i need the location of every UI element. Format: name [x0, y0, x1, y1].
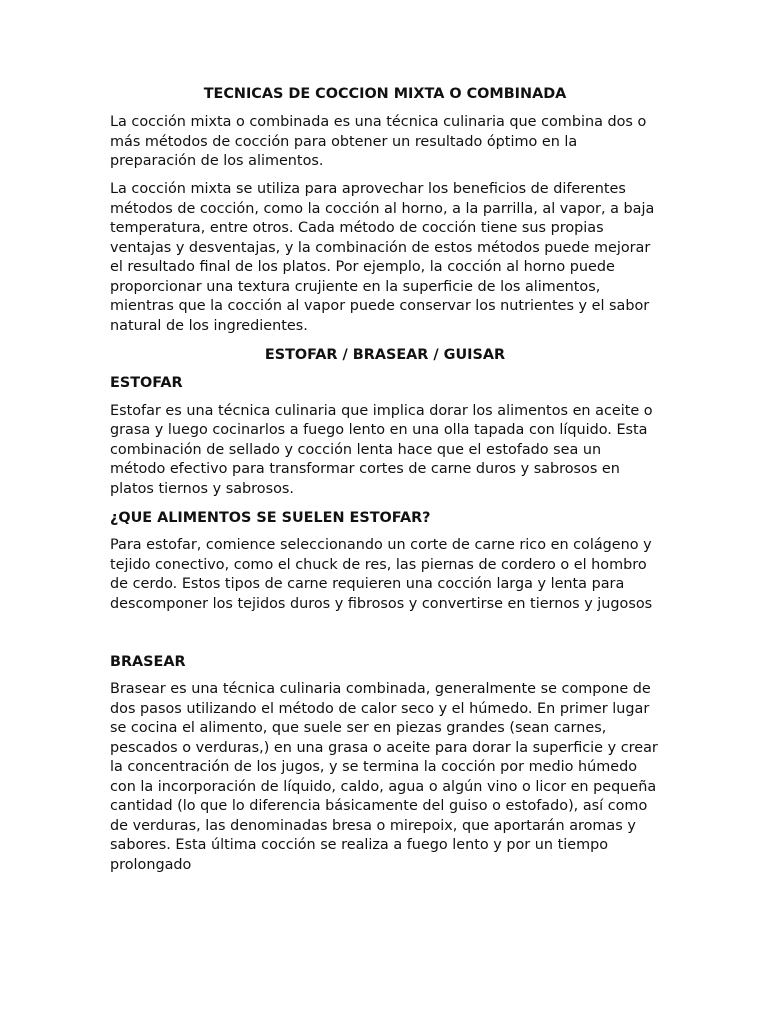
- blank-line: [110, 623, 660, 652]
- estofar-paragraph: Estofar es una técnica culinaria que implica dorar los alimentos en aceite o grasa y luego cocinarlos a fuego lento en una olla tapada con líquido. Esta combinación de sellado y cocción lenta hace que el estofado sea un método efectivo para transformar cortes de carne duros y sabrosos en platos tiernos y sabrosos.: [110, 402, 653, 497]
- section-title: ESTOFAR / BRASEAR / GUISAR: [264, 346, 506, 363]
- document-page: [110, 84, 660, 884]
- intro-paragraph-1: La cocción mixta o combinada es una técnica culinaria que combina dos o más métodos de cocción para obtener un resultado óptimo en la preparación de los alimentos.: [110, 114, 647, 169]
- que-alimentos-paragraph: Para estofar, comience seleccionando un corte de carne rico en colágeno y tejido conectivo, como el chuck de res, las piernas de cordero o el hombro de cerdo. Estos tipos de carne requieren una cocción larga y lenta para descomponer los tejidos duros y fibrosos y convertirse en tiernos y jugosos: [110, 537, 653, 612]
- brasear-paragraph: Brasear es una técnica culinaria combinada, generalmente se compone de dos pasos utilizando el método de calor seco y el húmedo. En primer lugar se cocina el alimento, que suele ser en piezas grandes (sean carnes, pescados o verduras,) en una grasa o aceite para dorar la superficie y crear la concentración de los jugos, y se termina la cocción por medio húmedo con la incorporación de líquido, caldo, agua o algún vino o licor en pequeña cantidad (lo que lo diferencia básicamente del guiso o estofado), así como de verduras, las denominadas bresa o mirepoix, que aportarán aromas y sabores. Esta última cocción se realiza a fuego lento y por un tiempo prolongado: [110, 681, 658, 873]
- estofar-heading: ESTOFAR: [110, 375, 183, 391]
- que-alimentos-heading: ¿QUE ALIMENTOS SE SUELEN ESTOFAR?: [110, 509, 431, 526]
- intro-paragraph-2: La cocción mixta se utiliza para aprovechar los beneficios de diferentes métodos de cocción, como la cocción al horno, a la parrilla, al vapor, a baja temperatura, entre otros. Cada método de cocción tiene sus propias ventajas y desventajas, y la combinación de estos métodos puede mejorar el resultado final de los platos. Por ejemplo, la cocción al horno puede proporcionar una textura crujiente en la superficie de los alimentos, mientras que la cocción al vapor puede conservar los nutrientes y el sabor natural de los ingredientes.: [110, 181, 655, 334]
- brasear-heading: BRASEAR: [110, 653, 186, 670]
- document-title: TECNICAS DE COCCION MIXTA O COMBINADA: [203, 86, 567, 102]
